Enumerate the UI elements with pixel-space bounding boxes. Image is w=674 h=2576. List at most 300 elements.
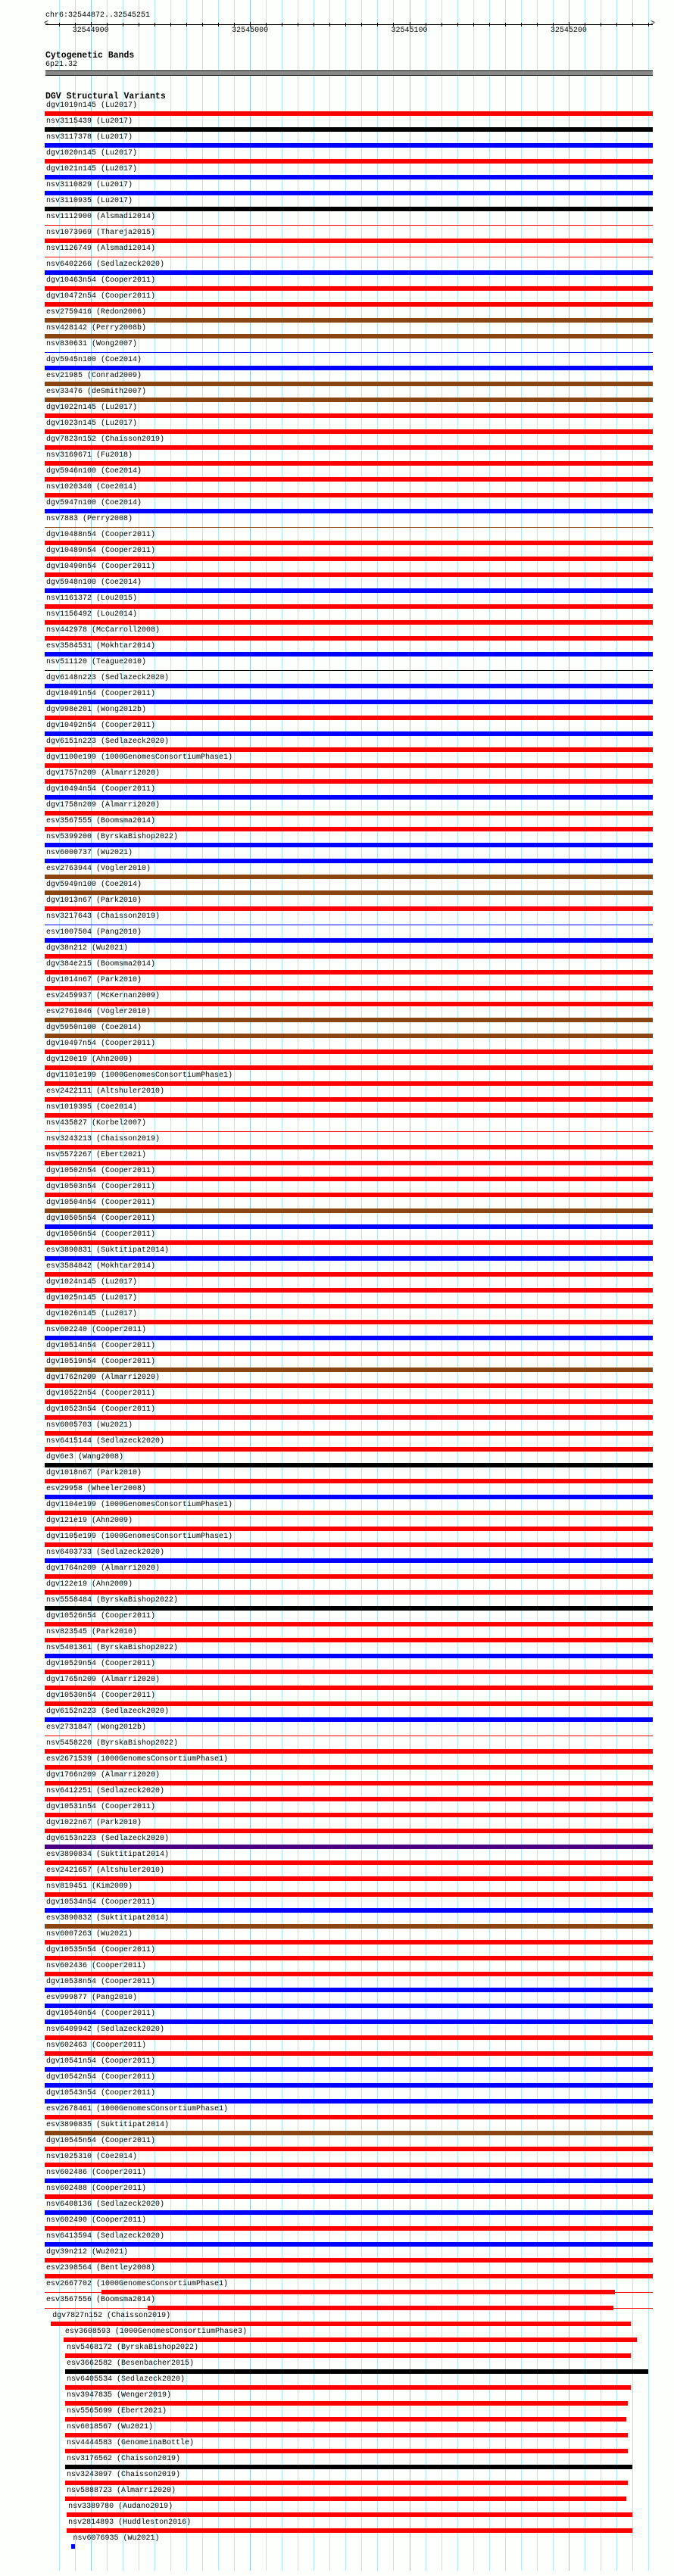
variant-label[interactable]: nsv428142 (Perry2008b)	[46, 324, 147, 332]
variant-label[interactable]: nsv5558484 (ByrskaBishop2022)	[46, 1596, 179, 1605]
variant-bar[interactable]	[45, 1670, 653, 1674]
variant-bar[interactable]	[45, 1908, 653, 1913]
variant-bar[interactable]	[45, 1097, 653, 1102]
variant-bar[interactable]	[45, 461, 653, 466]
variant-label[interactable]: dgv10529n54 (Cooper2011)	[46, 1660, 156, 1668]
variant-label[interactable]: nsv2814893 (Huddleston2016)	[68, 2518, 192, 2527]
right-arrow-icon[interactable]: >	[651, 20, 656, 28]
variant-bar[interactable]	[45, 2019, 653, 2024]
variant-label[interactable]: dgv5945n100 (Coe2014)	[46, 356, 142, 364]
variant-label[interactable]: esv3608593 (1000GenomesConsortiumPhase3)	[64, 2328, 247, 2336]
variant-bar[interactable]	[65, 2417, 626, 2422]
variant-label[interactable]: esv2678461 (1000GenomesConsortiumPhase1)	[46, 2105, 229, 2113]
variant-bar[interactable]	[45, 1447, 653, 1452]
variant-bar[interactable]	[45, 1431, 653, 1436]
variant-label[interactable]: dgv1023n145 (Lu2017)	[46, 419, 138, 428]
variant-bar[interactable]	[45, 1383, 653, 1388]
variant-bar[interactable]	[45, 1845, 653, 1849]
variant-label[interactable]: esv2667702 (1000GenomesConsortiumPhase1)	[46, 2280, 229, 2288]
variant-label[interactable]: esv33476 (deSmith2007)	[46, 388, 147, 396]
variant-bar[interactable]	[65, 2496, 626, 2501]
variant-label[interactable]: esv3584531 (Mokhtar2014)	[46, 642, 156, 650]
variant-label[interactable]: esv3890831 (Suktitipat2014)	[46, 1246, 170, 1255]
variant-bar[interactable]	[45, 827, 653, 831]
variant-label[interactable]: esv2671539 (1000GenomesConsortiumPhase1)	[46, 1755, 229, 1764]
variant-label[interactable]: esv29958 (Wheeler2008)	[46, 1485, 147, 1493]
variant-label[interactable]: nsv602490 (Cooper2011)	[46, 2216, 147, 2225]
variant-label[interactable]: dgv6153n223 (Sedlazeck2020)	[46, 1835, 170, 1843]
variant-label[interactable]: nsv830631 (Wong2007)	[46, 340, 138, 348]
variant-label[interactable]: dgv1104e199 (1000GenomesConsortiumPhase1)	[46, 1501, 233, 1509]
variant-label[interactable]: nsv3217643 (Chaisson2019)	[46, 912, 161, 921]
variant-bar[interactable]	[45, 445, 653, 450]
variant-bar[interactable]	[45, 1988, 653, 1992]
variant-label[interactable]: dgv1020n145 (Lu2017)	[46, 149, 138, 157]
variant-bar[interactable]	[45, 1256, 653, 1261]
variant-label[interactable]: nsv6409942 (Sedlazeck2020)	[46, 2026, 165, 2034]
variant-bar[interactable]	[45, 175, 653, 179]
variant-label[interactable]: nsv1073969 (Thareja2015)	[46, 229, 156, 237]
variant-bar[interactable]	[65, 2385, 631, 2390]
variant-bar[interactable]	[45, 2226, 653, 2231]
variant-label[interactable]: esv3662582 (Besenbacher2015)	[67, 2359, 195, 2368]
variant-label[interactable]: dgv1013n67 (Park2010)	[46, 897, 142, 905]
variant-bar[interactable]	[45, 1892, 653, 1897]
variant-label[interactable]: nsv3243213 (Chaisson2019)	[46, 1135, 161, 1143]
variant-bar[interactable]	[45, 159, 653, 164]
variant-label[interactable]: esv2398564 (Bentley2008)	[46, 2264, 156, 2272]
variant-bar[interactable]	[45, 270, 653, 275]
variant-label[interactable]: nsv602240 (Cooper2011)	[46, 1326, 147, 1334]
variant-bar[interactable]	[45, 2178, 653, 2183]
variant-bar[interactable]	[45, 1415, 653, 1420]
variant-bar[interactable]	[45, 1208, 653, 1213]
variant-bar[interactable]	[45, 509, 653, 513]
variant-label[interactable]: dgv1765n209 (Almarri2020)	[46, 1676, 161, 1684]
variant-bar[interactable]	[45, 557, 653, 561]
variant-label[interactable]: nsv602463 (Cooper2011)	[46, 2041, 147, 2050]
variant-label[interactable]: dgv10494n54 (Cooper2011)	[46, 785, 156, 794]
variant-label[interactable]: esv21985 (Conrad2009)	[46, 372, 142, 380]
variant-bar[interactable]	[45, 779, 653, 784]
variant-label[interactable]: nsv4444583 (GenomeinaBottle)	[67, 2439, 195, 2447]
variant-bar[interactable]	[45, 286, 653, 291]
variant-label[interactable]: nsv3110829 (Lu2017)	[46, 181, 133, 189]
variant-label[interactable]: esv3890832 (Suktitipat2014)	[46, 1914, 170, 1923]
variant-label[interactable]: dgv1026n145 (Lu2017)	[46, 1310, 138, 1318]
variant-bar[interactable]	[65, 2369, 648, 2374]
variant-bar[interactable]	[45, 366, 653, 370]
variant-label[interactable]: nsv602488 (Cooper2011)	[46, 2185, 147, 2193]
variant-label[interactable]: esv999877 (Pang2010)	[46, 1994, 138, 2002]
variant-label[interactable]: dgv1100e199 (1000GenomesConsortiumPhase1)	[46, 753, 233, 762]
variant-bar[interactable]	[65, 2353, 631, 2358]
variant-bar[interactable]	[45, 127, 653, 132]
variant-bar[interactable]	[45, 938, 653, 943]
variant-label[interactable]: nsv3947835 (Wenger2019)	[67, 2391, 172, 2400]
variant-bar[interactable]	[45, 1972, 653, 1976]
variant-bar[interactable]	[45, 1829, 653, 1833]
variant-label[interactable]: nsv5572267 (Ebert2021)	[46, 1151, 147, 1159]
variant-bar[interactable]	[45, 2099, 653, 2104]
variant-bar[interactable]	[45, 652, 653, 656]
variant-bar[interactable]	[45, 620, 653, 625]
variant-bar[interactable]	[45, 1940, 653, 1944]
variant-label[interactable]: dgv5946n100 (Coe2014)	[46, 467, 142, 476]
variant-label[interactable]: dgv10541n54 (Cooper2011)	[46, 2057, 156, 2066]
variant-bar[interactable]	[45, 1686, 653, 1690]
variant-label[interactable]: dgv10542n54 (Cooper2011)	[46, 2073, 156, 2082]
variant-label[interactable]: esv3584842 (Mokhtar2014)	[46, 1262, 156, 1271]
variant-label[interactable]: dgv10489n54 (Cooper2011)	[46, 547, 156, 555]
variant-label[interactable]: dgv10543n54 (Cooper2011)	[46, 2089, 156, 2097]
variant-bar[interactable]	[45, 1049, 653, 1054]
variant-label[interactable]: nsv5399200 (ByrskaBishop2022)	[46, 833, 179, 841]
variant-label[interactable]: dgv10492n54 (Cooper2011)	[46, 722, 156, 730]
variant-label[interactable]: dgv1766n209 (Almarri2020)	[46, 1771, 161, 1779]
variant-bar[interactable]	[45, 1304, 653, 1308]
variant-label[interactable]: nsv6413594 (Sedlazeck2020)	[46, 2232, 165, 2241]
variant-bar[interactable]	[45, 1606, 653, 1611]
variant-label[interactable]: esv2421657 (Altshuler2010)	[46, 1867, 165, 1875]
variant-bar[interactable]	[45, 1717, 653, 1722]
variant-bar[interactable]	[45, 716, 653, 720]
variant-label[interactable]: dgv1022n67 (Park2010)	[46, 1819, 142, 1827]
variant-bar[interactable]	[45, 2163, 653, 2167]
variant-label[interactable]: nsv1019395 (Coe2014)	[46, 1103, 138, 1112]
variant-label[interactable]: esv3890834 (Suktitipat2014)	[46, 1851, 170, 1859]
variant-label[interactable]: dgv5949n100 (Coe2014)	[46, 881, 142, 889]
variant-bar[interactable]	[45, 2194, 653, 2199]
variant-label[interactable]: nsv5401361 (ByrskaBishop2022)	[46, 1644, 179, 1652]
variant-bar[interactable]	[45, 1193, 653, 1197]
variant-bar[interactable]	[45, 1924, 653, 1929]
variant-label[interactable]: dgv10519n54 (Cooper2011)	[46, 1358, 156, 1366]
variant-label[interactable]: dgv6151n223 (Sedlazeck2020)	[46, 738, 170, 746]
variant-bar[interactable]	[45, 1638, 653, 1642]
variant-label[interactable]: dgv1101e199 (1000GenomesConsortiumPhase1)	[46, 1071, 233, 1080]
variant-label[interactable]: dgv122e19 (Ahn2009)	[46, 1580, 133, 1589]
variant-bar[interactable]	[51, 2322, 631, 2326]
variant-bar[interactable]	[45, 493, 653, 497]
variant-bar[interactable]	[45, 1320, 653, 1324]
variant-bar[interactable]	[45, 700, 653, 704]
variant-bar[interactable]	[64, 2337, 637, 2342]
variant-label[interactable]: dgv10504n54 (Cooper2011)	[46, 1199, 156, 1207]
variant-label[interactable]: nsv5565699 (Ebert2021)	[67, 2407, 167, 2415]
variant-label[interactable]: dgv5947n100 (Coe2014)	[46, 499, 142, 507]
variant-label[interactable]: nsv7883 (Perry2008)	[46, 515, 133, 523]
variant-bar[interactable]	[65, 2433, 628, 2437]
variant-label[interactable]: dgv1014n67 (Park2010)	[46, 976, 142, 984]
variant-bar[interactable]	[45, 588, 653, 593]
variant-bar[interactable]	[45, 207, 653, 211]
variant-label[interactable]: dgv10506n54 (Cooper2011)	[46, 1230, 156, 1239]
variant-label[interactable]: esv3567556 (Boomsma2014)	[46, 2296, 156, 2304]
left-arrow-icon[interactable]: <	[44, 20, 49, 28]
variant-bar[interactable]	[45, 382, 653, 386]
variant-label[interactable]: nsv5888723 (Almarri2020)	[67, 2487, 176, 2495]
variant-bar[interactable]	[65, 2465, 632, 2469]
variant-label[interactable]: nsv6408136 (Sedlazeck2020)	[46, 2200, 165, 2209]
variant-thin-line[interactable]	[45, 352, 653, 353]
variant-bar[interactable]	[45, 1622, 653, 1626]
variant-label[interactable]: dgv10526n54 (Cooper2011)	[46, 1612, 156, 1620]
variant-bar[interactable]	[45, 398, 653, 402]
variant-bar[interactable]	[45, 843, 653, 847]
variant-label[interactable]: dgv10503n54 (Cooper2011)	[46, 1183, 156, 1191]
variant-bar[interactable]	[65, 2401, 628, 2406]
variant-bar[interactable]	[45, 684, 653, 688]
variant-label[interactable]: dgv6e3 (Wang2008)	[46, 1453, 124, 1461]
variant-bar[interactable]	[45, 1081, 653, 1086]
variant-label[interactable]: dgv10523n54 (Cooper2011)	[46, 1405, 156, 1414]
variant-label[interactable]: dgv10491n54 (Cooper2011)	[46, 690, 156, 698]
variant-bar[interactable]	[45, 143, 653, 148]
variant-bar[interactable]	[45, 1813, 653, 1817]
variant-label[interactable]: nsv6402266 (Sedlazeck2020)	[46, 260, 165, 269]
variant-bar[interactable]	[65, 2449, 628, 2453]
variant-bar[interactable]	[71, 2544, 74, 2549]
variant-label[interactable]: dgv10534n54 (Cooper2011)	[46, 1898, 156, 1907]
variant-bar[interactable]	[45, 2083, 653, 2088]
variant-bar[interactable]	[45, 875, 653, 879]
variant-label[interactable]: dgv7827n152 (Chaisson2019)	[52, 2312, 171, 2320]
variant-label[interactable]: nsv6007263 (Wu2021)	[46, 1930, 133, 1938]
variant-label[interactable]: nsv1126749 (Alsmadi2014)	[46, 245, 156, 253]
variant-label[interactable]: esv2731847 (Wong2012b)	[46, 1723, 147, 1732]
variant-label[interactable]: dgv39n212 (Wu2021)	[46, 2248, 129, 2256]
variant-label[interactable]: dgv10505n54 (Cooper2011)	[46, 1215, 156, 1223]
variant-bar[interactable]	[45, 1065, 653, 1070]
variant-bar[interactable]	[101, 2290, 614, 2294]
variant-bar[interactable]	[45, 334, 653, 338]
variant-bar[interactable]	[45, 1161, 653, 1165]
variant-thin-line[interactable]	[45, 527, 653, 528]
variant-bar[interactable]	[45, 1574, 653, 1579]
variant-bar[interactable]	[45, 954, 653, 959]
variant-bar[interactable]	[45, 1479, 653, 1483]
variant-label[interactable]: nsv1025310 (Coe2014)	[46, 2153, 138, 2161]
variant-label[interactable]: nsv1156492 (Lou2014)	[46, 610, 138, 619]
variant-label[interactable]: nsv602436 (Cooper2011)	[46, 1962, 147, 1970]
variant-bar[interactable]	[45, 1511, 653, 1515]
variant-label[interactable]: nsv511120 (Teague2010)	[46, 658, 147, 666]
variant-label[interactable]: dgv1025n145 (Lu2017)	[46, 1294, 138, 1302]
variant-label[interactable]: dgv10497n54 (Cooper2011)	[46, 1040, 156, 1048]
variant-bar[interactable]	[45, 111, 653, 116]
variant-label[interactable]: dgv7823n152 (Chaisson2019)	[46, 435, 165, 444]
variant-bar[interactable]	[45, 970, 653, 975]
variant-bar[interactable]	[45, 604, 653, 609]
variant-bar[interactable]	[45, 2035, 653, 2040]
variant-label[interactable]: dgv10472n54 (Cooper2011)	[46, 292, 156, 301]
variant-bar[interactable]	[45, 413, 653, 418]
variant-bar[interactable]	[45, 747, 653, 752]
variant-bar[interactable]	[45, 1336, 653, 1340]
variant-label[interactable]: nsv3176562 (Chaisson2019)	[67, 2455, 181, 2463]
variant-bar[interactable]	[45, 1860, 653, 1865]
variant-label[interactable]: esv3890835 (Suktitipat2014)	[46, 2121, 170, 2129]
variant-label[interactable]: nsv602486 (Cooper2011)	[46, 2169, 147, 2177]
variant-label[interactable]: nsv6005703 (Wu2021)	[46, 1421, 133, 1430]
variant-label[interactable]: dgv1105e199 (1000GenomesConsortiumPhase1)	[46, 1533, 233, 1541]
variant-bar[interactable]	[45, 1654, 653, 1658]
variant-bar[interactable]	[45, 1542, 653, 1547]
variant-label[interactable]: dgv10535n54 (Cooper2011)	[46, 1946, 156, 1954]
variant-label[interactable]: dgv1762n209 (Almarri2020)	[46, 1374, 161, 1382]
variant-bar[interactable]	[45, 2147, 653, 2151]
variant-bar[interactable]	[45, 1113, 653, 1118]
variant-label[interactable]: nsv442978 (McCarroll2008)	[46, 626, 161, 635]
variant-thin-line[interactable]	[45, 1131, 653, 1132]
variant-label[interactable]: esv1007504 (Pang2010)	[46, 928, 142, 937]
variant-label[interactable]: nsv6018567 (Wu2021)	[67, 2423, 154, 2431]
variant-label[interactable]: dgv120e19 (Ahn2009)	[46, 1056, 133, 1064]
variant-thin-line[interactable]	[45, 670, 653, 671]
variant-label[interactable]: dgv10490n54 (Cooper2011)	[46, 563, 156, 571]
variant-bar[interactable]	[45, 795, 653, 800]
variant-bar[interactable]	[45, 1797, 653, 1801]
variant-label[interactable]: dgv10545n54 (Cooper2011)	[46, 2137, 156, 2145]
variant-label[interactable]: nsv3115439 (Lu2017)	[46, 117, 133, 126]
variant-bar[interactable]	[45, 1240, 653, 1245]
variant-bar[interactable]	[45, 2131, 653, 2135]
variant-label[interactable]: nsv3389780 (Audano2019)	[68, 2503, 173, 2511]
variant-label[interactable]: nsv3243097 (Chaisson2019)	[67, 2471, 181, 2479]
variant-bar[interactable]	[45, 1463, 653, 1467]
variant-label[interactable]: esv3567555 (Boomsma2014)	[46, 817, 156, 825]
variant-bar[interactable]	[45, 2258, 653, 2263]
variant-bar[interactable]	[45, 239, 653, 243]
variant-label[interactable]: nsv3117378 (Lu2017)	[46, 133, 133, 142]
variant-bar[interactable]	[67, 2512, 632, 2517]
variant-label[interactable]: dgv1764n209 (Almarri2020)	[46, 1564, 161, 1573]
variant-bar[interactable]	[148, 2306, 613, 2310]
variant-bar[interactable]	[67, 2528, 632, 2533]
variant-label[interactable]: nsv823545 (Park2010)	[46, 1628, 138, 1636]
variant-bar[interactable]	[45, 1224, 653, 1229]
variant-label[interactable]: dgv38n212 (Wu2021)	[46, 944, 129, 953]
variant-label[interactable]: nsv6405534 (Sedlazeck2020)	[67, 2375, 186, 2384]
variant-label[interactable]: esv2459937 (McKernan2009)	[46, 992, 161, 1000]
variant-label[interactable]: esv2761046 (Vogler2010)	[46, 1008, 151, 1016]
variant-bar[interactable]	[45, 1765, 653, 1770]
variant-label[interactable]: nsv1161372 (Lou2015)	[46, 594, 138, 603]
variant-label[interactable]: dgv10530n54 (Cooper2011)	[46, 1692, 156, 1700]
variant-bar[interactable]	[45, 2115, 653, 2119]
variant-label[interactable]: nsv6412251 (Sedlazeck2020)	[46, 1787, 165, 1795]
variant-label[interactable]: dgv5950n100 (Coe2014)	[46, 1024, 142, 1032]
variant-label[interactable]: dgv1024n145 (Lu2017)	[46, 1278, 138, 1286]
variant-label[interactable]: dgv6148n223 (Sedlazeck2020)	[46, 674, 170, 682]
variant-label[interactable]: dgv1758n209 (Almarri2020)	[46, 801, 161, 809]
variant-label[interactable]: dgv998e201 (Wong2012b)	[46, 706, 147, 714]
variant-bar[interactable]	[45, 859, 653, 863]
variant-bar[interactable]	[45, 1352, 653, 1356]
variant-label[interactable]: nsv3110935 (Lu2017)	[46, 197, 133, 205]
variant-label[interactable]: nsv5458220 (ByrskaBishop2022)	[46, 1739, 179, 1748]
variant-label[interactable]: dgv6152n223 (Sedlazeck2020)	[46, 1707, 170, 1716]
variant-label[interactable]: dgv1019n145 (Lu2017)	[46, 101, 138, 110]
variant-label[interactable]: dgv1018n67 (Park2010)	[46, 1469, 142, 1477]
variant-bar[interactable]	[45, 572, 653, 577]
variant-bar[interactable]	[45, 302, 653, 307]
variant-label[interactable]: dgv10463n54 (Cooper2011)	[46, 276, 156, 285]
variant-bar[interactable]	[45, 1368, 653, 1372]
variant-bar[interactable]	[45, 2067, 653, 2072]
variant-bar[interactable]	[45, 1558, 653, 1563]
variant-bar[interactable]	[45, 1145, 653, 1149]
variant-bar[interactable]	[45, 1002, 653, 1006]
variant-label[interactable]: nsv1020340 (Coe2014)	[46, 483, 138, 491]
variant-label[interactable]: dgv10514n54 (Cooper2011)	[46, 1342, 156, 1350]
variant-label[interactable]: nsv435827 (Korbel2007)	[46, 1119, 147, 1127]
variant-label[interactable]: dgv1021n145 (Lu2017)	[46, 165, 138, 173]
variant-label[interactable]: nsv6415144 (Sedlazeck2020)	[46, 1437, 165, 1445]
variant-label[interactable]: esv2759416 (Redon2006)	[46, 308, 147, 317]
variant-label[interactable]: nsv3169671 (Fu2018)	[46, 451, 133, 460]
variant-label[interactable]: dgv5948n100 (Coe2014)	[46, 579, 142, 587]
variant-label[interactable]: dgv10522n54 (Cooper2011)	[46, 1389, 156, 1398]
cytoband-bar[interactable]	[45, 70, 653, 76]
variant-bar[interactable]	[45, 1781, 653, 1785]
variant-bar[interactable]	[45, 2210, 653, 2215]
variant-label[interactable]: esv2422111 (Altshuler2010)	[46, 1087, 165, 1096]
variant-label[interactable]: nsv5468172 (ByrskaBishop2022)	[67, 2344, 199, 2352]
variant-bar[interactable]	[45, 1034, 653, 1038]
variant-label[interactable]: esv2763944 (Vogler2010)	[46, 865, 151, 873]
variant-bar[interactable]	[45, 318, 653, 323]
variant-label[interactable]: nsv6000737 (Wu2021)	[46, 849, 133, 857]
variant-bar[interactable]	[45, 2242, 653, 2247]
variant-bar[interactable]	[45, 906, 653, 911]
variant-bar[interactable]	[45, 191, 653, 195]
variant-bar[interactable]	[45, 986, 653, 990]
variant-label[interactable]: dgv10488n54 (Cooper2011)	[46, 531, 156, 539]
variant-bar[interactable]	[45, 1590, 653, 1595]
variant-label[interactable]: nsv819451 (Kim2009)	[46, 1882, 133, 1891]
variant-bar[interactable]	[45, 811, 653, 816]
variant-bar[interactable]	[45, 541, 653, 545]
variant-bar[interactable]	[45, 731, 653, 736]
variant-bar[interactable]	[45, 2051, 653, 2056]
variant-bar[interactable]	[45, 2274, 653, 2278]
variant-label[interactable]: dgv10540n54 (Cooper2011)	[46, 2010, 156, 2018]
variant-bar[interactable]	[45, 1495, 653, 1499]
variant-bar[interactable]	[45, 429, 653, 434]
variant-bar[interactable]	[65, 2481, 628, 2485]
variant-label[interactable]: dgv1757n209 (Almarri2020)	[46, 769, 161, 778]
variant-bar[interactable]	[45, 1399, 653, 1404]
variant-label[interactable]: nsv6403733 (Sedlazeck2020)	[46, 1548, 165, 1557]
variant-bar[interactable]	[45, 1288, 653, 1293]
variant-label[interactable]: nsv6076935 (Wu2021)	[73, 2534, 160, 2543]
variant-label[interactable]: dgv10531n54 (Cooper2011)	[46, 1803, 156, 1811]
variant-thin-line[interactable]	[45, 225, 653, 226]
variant-label[interactable]: dgv10502n54 (Cooper2011)	[46, 1167, 156, 1175]
variant-label[interactable]: dgv10538n54 (Cooper2011)	[46, 1978, 156, 1986]
variant-bar[interactable]	[45, 2004, 653, 2008]
variant-bar[interactable]	[45, 763, 653, 768]
variant-bar[interactable]	[45, 1749, 653, 1754]
variant-bar[interactable]	[45, 1018, 653, 1022]
variant-bar[interactable]	[45, 636, 653, 641]
variant-label[interactable]: nsv1112900 (Alsmadi2014)	[46, 213, 156, 221]
variant-bar[interactable]	[45, 1876, 653, 1881]
variant-bar[interactable]	[45, 1177, 653, 1181]
variant-label[interactable]: dgv121e19 (Ahn2009)	[46, 1517, 133, 1525]
